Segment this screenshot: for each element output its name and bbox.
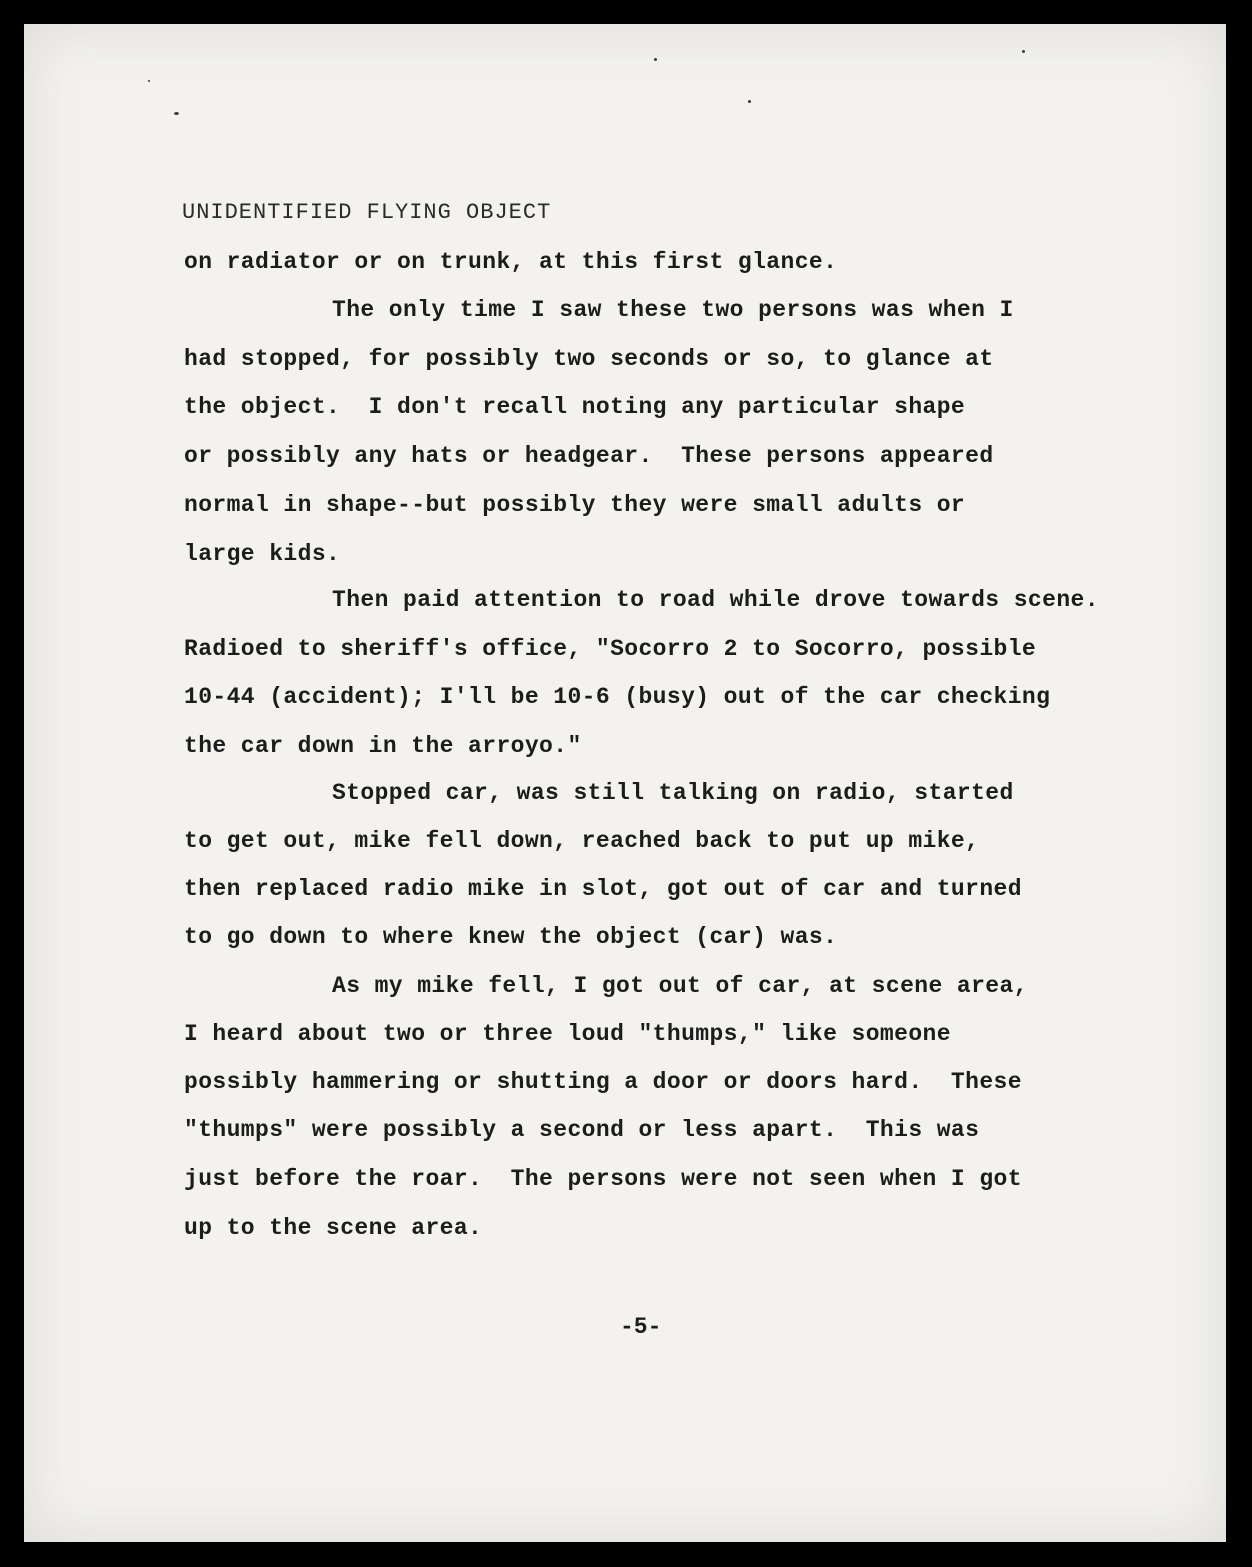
paper-speck — [1022, 50, 1025, 53]
text-line: Radioed to sheriff's office, "Socorro 2 to Socorro, possible — [184, 636, 1037, 662]
paper-speck — [174, 112, 179, 115]
text-line: 10-44 (accident); I'll be 10-6 (busy) out of the car checking — [184, 684, 1051, 710]
paper-speck — [148, 80, 150, 82]
text-line: Then paid attention to road while drove towards scene. — [332, 587, 1099, 613]
text-line: large kids. — [184, 541, 341, 567]
text-line: I heard about two or three loud "thumps," like someone — [184, 1021, 951, 1047]
text-line: to go down to where knew the object (car) was. — [184, 924, 838, 950]
text-line: just before the roar. The persons were not seen when I got — [184, 1166, 1022, 1192]
text-line: Stopped car, was still talking on radio, started — [332, 780, 1014, 806]
text-line: the car down in the arroyo." — [184, 733, 582, 759]
text-line: on radiator or on trunk, at this first glance. — [184, 249, 838, 275]
text-line: up to the scene area. — [184, 1215, 483, 1241]
paper-speck — [748, 100, 751, 103]
text-line: possibly hammering or shutting a door or doors hard. These — [184, 1069, 1022, 1095]
text-line: As my mike fell, I got out of car, at scene area, — [332, 973, 1028, 999]
text-line: The only time I saw these two persons was when I — [332, 297, 1014, 323]
text-line: or possibly any hats or headgear. These persons appeared — [184, 443, 994, 469]
text-line: then replaced radio mike in slot, got out of car and turned — [184, 876, 1022, 902]
document-header: UNIDENTIFIED FLYING OBJECT — [182, 200, 552, 225]
text-line: had stopped, for possibly two seconds or so, to glance at — [184, 346, 994, 372]
paper-speck — [654, 58, 657, 61]
text-line: to get out, mike fell down, reached back to put up mike, — [184, 828, 980, 854]
text-line: "thumps" were possibly a second or less apart. This was — [184, 1117, 980, 1143]
text-line: normal in shape--but possibly they were small adults or — [184, 492, 966, 518]
text-line: the object. I don't recall noting any particular shape — [184, 394, 966, 420]
page-number: -5- — [620, 1314, 662, 1340]
document-page — [24, 24, 1226, 1542]
